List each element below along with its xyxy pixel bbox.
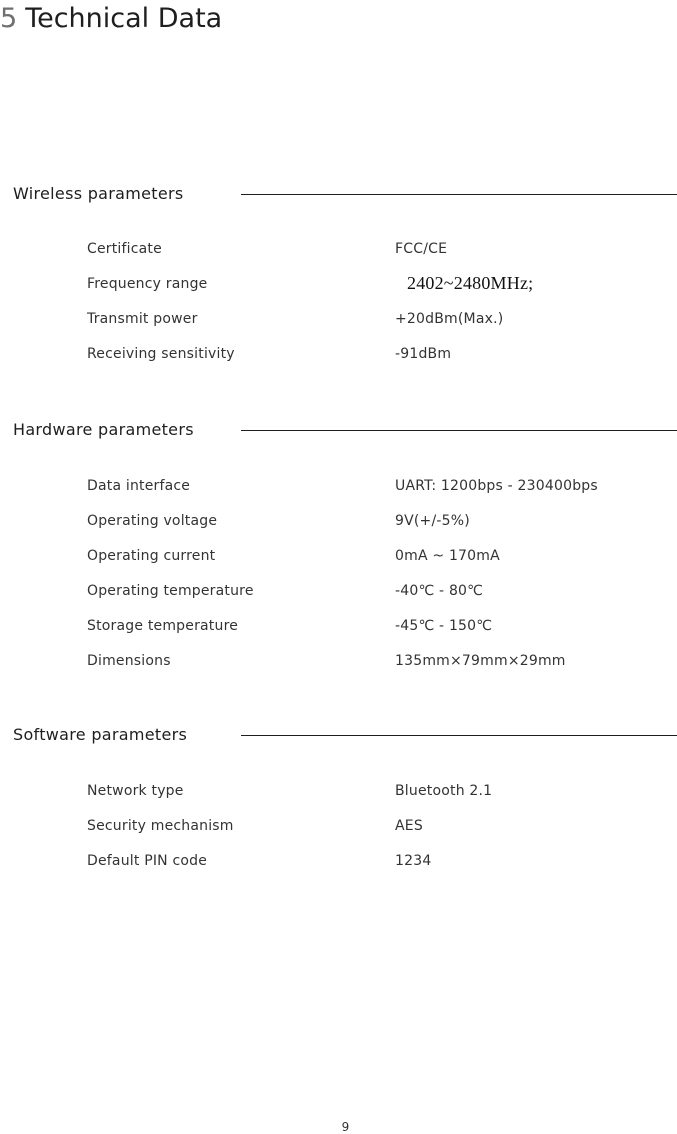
- section-divider: [241, 735, 677, 736]
- parameter-row-security-mechanism: [87, 817, 677, 852]
- parameter-value: 135mm×79mm×29mm: [395, 653, 566, 669]
- hardware-parameter-list: [87, 477, 677, 687]
- parameter-row-operating-current: [87, 547, 677, 582]
- parameter-label: Network type: [87, 783, 184, 799]
- parameter-label: Storage temperature: [87, 618, 239, 634]
- software-parameter-list: [87, 782, 677, 887]
- wireless-parameter-list: [87, 240, 677, 380]
- parameter-value: -91dBm: [395, 346, 452, 362]
- parameter-label: Operating current: [87, 548, 216, 564]
- section-title-software: Software parameters: [13, 725, 188, 744]
- section-title-hardware: Hardware parameters: [13, 420, 194, 439]
- parameter-row-operating-temperature: [87, 582, 677, 617]
- parameter-row-transmit-power: [87, 310, 677, 345]
- parameter-row-frequency-range: [87, 275, 677, 310]
- section-header-wireless: [13, 184, 677, 208]
- chapter-number: 5: [0, 3, 18, 34]
- parameter-value: +20dBm(Max.): [395, 311, 504, 327]
- parameter-row-receiving-sensitivity: [87, 345, 677, 380]
- section-header-software: [13, 725, 677, 749]
- parameter-value: 1234: [395, 853, 432, 869]
- parameter-label: Security mechanism: [87, 818, 234, 834]
- parameter-label: Default PIN code: [87, 853, 208, 869]
- parameter-row-default-pin-code: [87, 852, 677, 887]
- parameter-row-operating-voltage: [87, 512, 677, 547]
- parameter-value: Bluetooth 2.1: [395, 783, 493, 799]
- section-divider: [241, 194, 677, 195]
- parameter-row-network-type: [87, 782, 677, 817]
- page-number: 9: [341, 1120, 350, 1134]
- parameter-value: UART: 1200bps - 230400bps: [395, 478, 598, 494]
- parameter-label: Receiving sensitivity: [87, 346, 235, 362]
- parameter-row-data-interface: [87, 477, 677, 512]
- parameter-row-dimensions: [87, 652, 677, 687]
- parameter-value: 9V(+/-5%): [395, 513, 470, 529]
- parameter-label: Certificate: [87, 241, 162, 257]
- parameter-value: -40℃ - 80℃: [395, 583, 484, 599]
- parameter-value: FCC/CE: [395, 241, 448, 257]
- section-title-wireless: Wireless parameters: [13, 184, 184, 203]
- parameter-label: Transmit power: [87, 311, 198, 327]
- parameter-label: Operating temperature: [87, 583, 254, 599]
- chapter-title: Technical Data: [25, 3, 223, 34]
- section-header-hardware: [13, 420, 677, 444]
- parameter-label: Frequency range: [87, 276, 208, 292]
- parameter-row-storage-temperature: [87, 617, 677, 652]
- chapter-heading: [0, 2, 222, 36]
- parameter-value: -45℃ - 150℃: [395, 618, 493, 634]
- parameter-label: Data interface: [87, 478, 191, 494]
- section-divider: [241, 430, 677, 431]
- parameter-value: 0mA ~ 170mA: [395, 548, 500, 564]
- parameter-label: Dimensions: [87, 653, 171, 669]
- parameter-value: 2402~2480MHz;: [407, 273, 534, 293]
- parameter-value: AES: [395, 818, 423, 834]
- parameter-label: Operating voltage: [87, 513, 218, 529]
- parameter-row-certificate: [87, 240, 677, 275]
